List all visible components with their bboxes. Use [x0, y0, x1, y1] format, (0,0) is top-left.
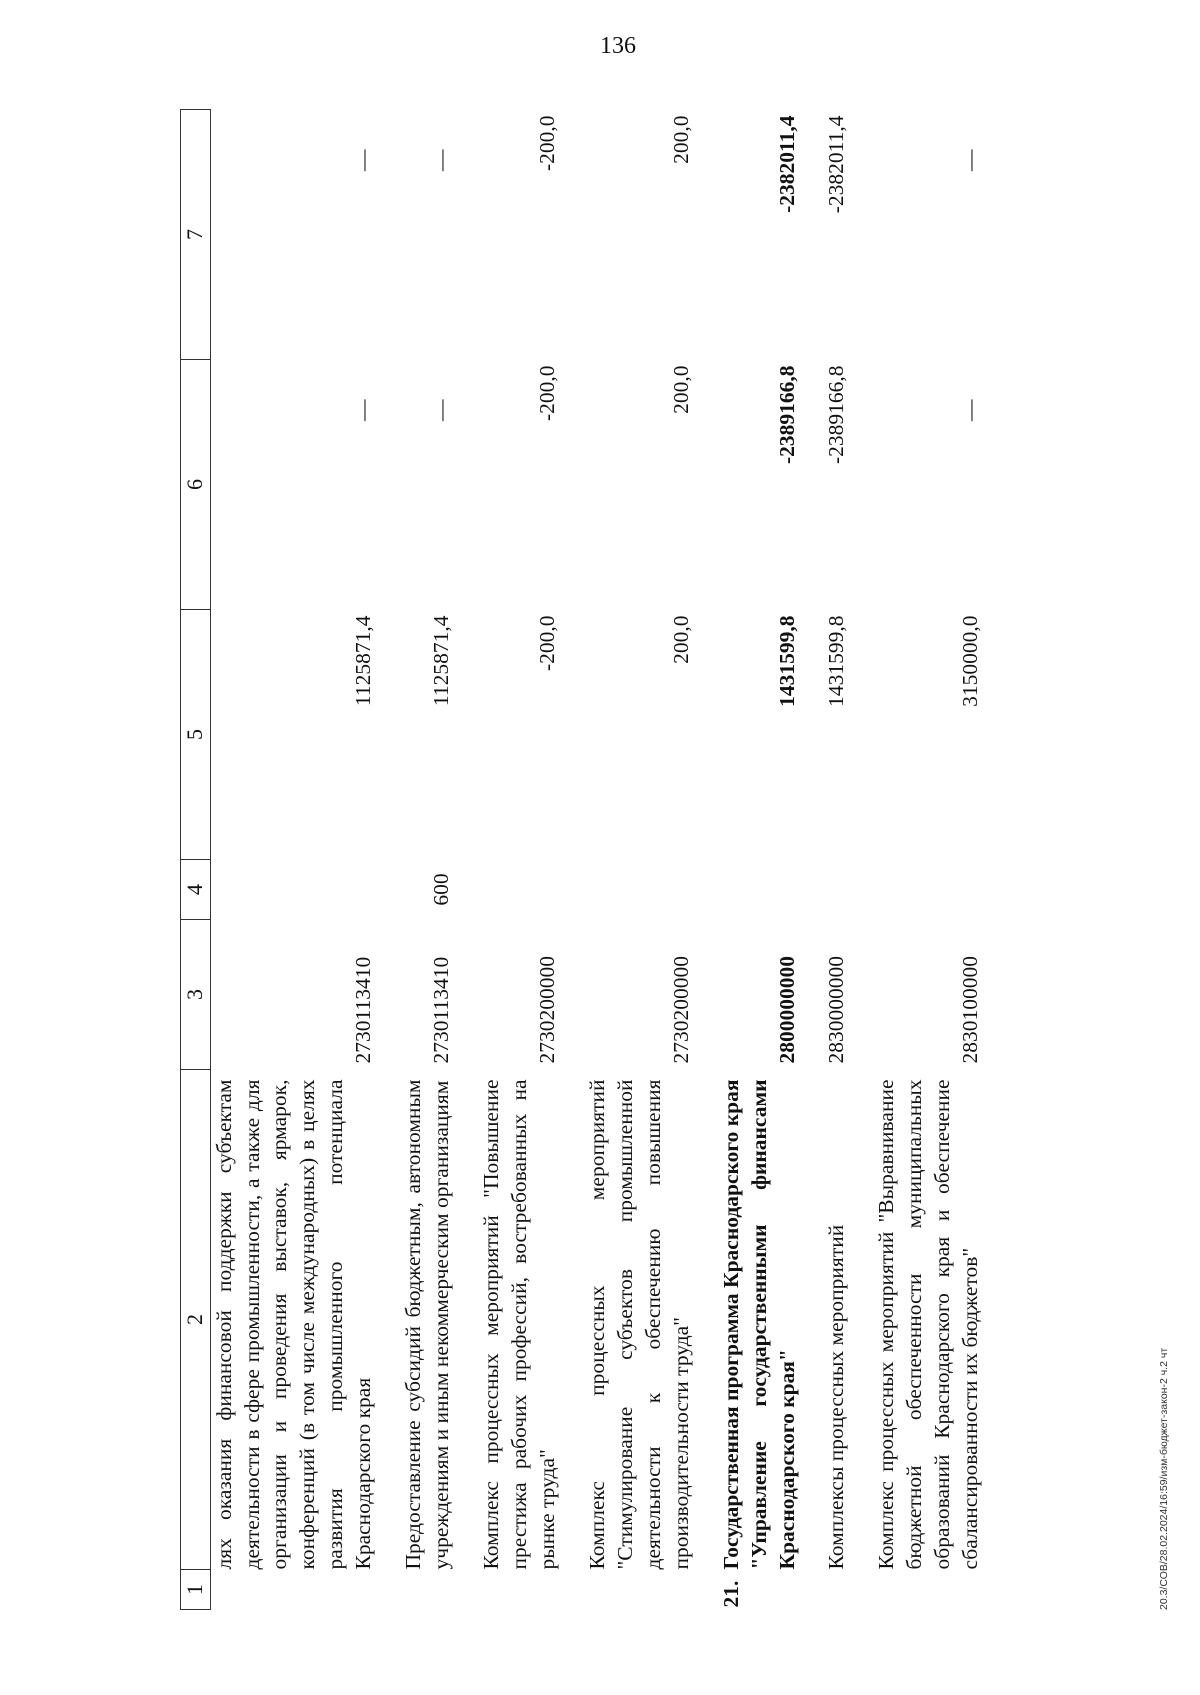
table-header-row: [181, 110, 211, 1610]
table-row: [400, 110, 456, 1610]
row-code: 2730113410: [351, 956, 376, 1064]
row-col7: —: [429, 149, 454, 171]
row-col6: -200,0: [534, 365, 559, 422]
header-col-7: 7: [181, 110, 211, 360]
header-col-6: 6: [181, 360, 211, 610]
row-index: [400, 1570, 456, 1610]
budget-table: [180, 109, 985, 1610]
row-col6: 200,0: [668, 365, 693, 414]
table-row: [478, 110, 562, 1610]
row-col5: 1431599,8: [824, 615, 849, 707]
row-description: Комплекс процессных мероприятий "Стимулирование субъектов промышленной деятельности к обеспечению повышения производительности труда": [584, 1079, 693, 1570]
row-vr: [823, 860, 851, 920]
row-col6: —: [351, 399, 376, 421]
row-vr: [584, 860, 696, 920]
row-vr: [718, 860, 802, 920]
row-col7: -2382011,4: [824, 115, 849, 214]
row-col6: —: [958, 399, 983, 421]
row-code: 2830000000: [824, 956, 849, 1064]
row-index: [210, 1570, 378, 1610]
row-col6: —: [429, 399, 454, 421]
page-number: 136: [600, 33, 636, 59]
header-col-1: 1: [181, 1570, 211, 1610]
row-index: 21.: [718, 1580, 743, 1608]
row-description: Государственная программа Краснодарского края "Управление государственными финансами Краснодарского края": [718, 1079, 799, 1570]
row-index: [584, 1570, 696, 1610]
row-col7: 200,0: [668, 115, 693, 164]
row-code: 2730200000: [534, 956, 559, 1064]
row-col5: 1431599,8: [774, 615, 799, 707]
row-col6: -2389166,8: [774, 365, 799, 465]
document-stamp: 20.3/СОВ/28.02.2024/16:59/изм-бюджет-закон-2 ч.2 чт: [1158, 1347, 1170, 1610]
row-col7: —: [351, 149, 376, 171]
table-row: [823, 110, 851, 1610]
row-description: Комплексы процессных мероприятий: [824, 1224, 849, 1570]
table-row-program: [718, 110, 802, 1610]
row-description: лях оказания финансовой поддержки субъектам деятельности в сфере промышленности, а также для организации и проведения выставок, ярмарок, конференций (в том числе международных) в целях развития промышленного потенциала Краснодарского края: [211, 1079, 376, 1570]
row-vr: [210, 860, 378, 920]
row-description: Предоставление субсидий бюджетным, автономным учреждениям и иным некоммерческим организациям: [401, 1079, 454, 1570]
row-code: 2800000000: [774, 956, 799, 1064]
row-col7: -2382011,4: [774, 115, 799, 213]
budget-table-rotated: [180, 110, 1200, 1610]
header-col-2: 2: [181, 1070, 211, 1570]
row-description: Комплекс процессных мероприятий "Выравнивание бюджетной обеспеченности муниципальных образований Краснодарского края и обеспечение сбалансированности их бюджетов": [874, 1079, 983, 1570]
row-index: [823, 1570, 851, 1610]
row-col5: 1125871,4: [429, 615, 454, 707]
row-col6: -2389166,8: [824, 365, 849, 465]
table-row: [584, 110, 696, 1610]
row-code: 2730200000: [668, 956, 693, 1064]
row-col7: —: [958, 149, 983, 171]
row-index: [478, 1570, 562, 1610]
header-col-3: 3: [181, 920, 211, 1070]
row-col5: 200,0: [668, 615, 693, 664]
table-row: [873, 110, 985, 1610]
row-index: [873, 1570, 985, 1610]
header-col-4: 4: [181, 860, 211, 920]
row-vr: [873, 860, 985, 920]
row-col7: -200,0: [534, 115, 559, 172]
row-code: 2830100000: [958, 956, 983, 1064]
row-code: 2730113410: [429, 956, 454, 1064]
row-col5: 1125871,4: [351, 615, 376, 707]
header-col-5: 5: [181, 610, 211, 860]
row-col5: -200,0: [534, 615, 559, 672]
table-row: [210, 110, 378, 1610]
row-vr: [478, 860, 562, 920]
row-vr: 600: [429, 873, 454, 906]
row-description: Комплекс процессных мероприятий "Повышение престижа рабочих профессий, востребованных на рынке труда": [479, 1079, 559, 1570]
row-col5: 3150000,0: [958, 615, 983, 707]
